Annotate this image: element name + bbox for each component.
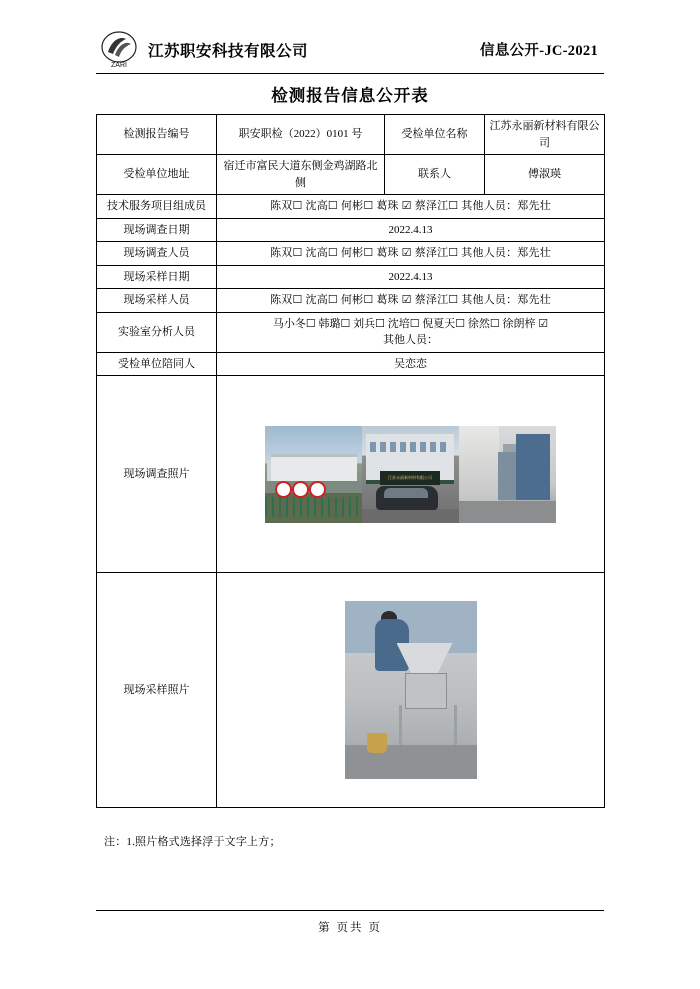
sampling-person-value: 陈双☐ 沈高☐ 何彬☐ 葛珠 ☑ 蔡泽江☐ 其他人员：郑先壮 <box>217 289 605 313</box>
report-no-value: 职安职检（2022）0101 号 <box>217 115 385 155</box>
company-logo-icon <box>96 30 142 70</box>
table-row <box>97 312 605 352</box>
lab-label: 实验室分析人员 <box>97 312 217 352</box>
info-table <box>96 114 605 808</box>
survey-person-value: 陈双☐ 沈高☐ 何彬☐ 葛珠 ☑ 蔡泽江☐ 其他人员：郑先壮 <box>217 242 605 266</box>
survey-date-label: 现场调查日期 <box>97 218 217 242</box>
survey-person-label: 现场调查人员 <box>97 242 217 266</box>
sampling-photo-label: 现场采样照片 <box>97 573 217 808</box>
table-row <box>97 218 605 242</box>
table-row <box>97 352 605 376</box>
sampling-photo-wrap <box>221 601 600 779</box>
lab-value-line1: 马小冬☐ 韩璐☐ 刘兵☐ 沈培☐ 倪夏天☐ 徐然☐ 徐朗梓 ☑ <box>272 317 549 330</box>
survey-photo-cell <box>217 376 605 573</box>
page-header <box>96 26 604 74</box>
svg-text:ZARI: ZARI <box>111 61 127 69</box>
client-addr-label: 受检单位地址 <box>97 155 217 195</box>
client-name-label: 受检单位名称 <box>385 115 485 155</box>
table-row <box>97 115 605 155</box>
page-title: 检测报告信息公开表 <box>271 86 429 105</box>
document-code: 信息公开-JC-2021 <box>480 43 598 59</box>
team-value: 陈双☐ 沈高☐ 何彬☐ 葛珠 ☑ 蔡泽江☐ 其他人员：郑先壮 <box>217 195 605 219</box>
escort-value: 吴恋恋 <box>217 352 605 376</box>
office-building-photo <box>362 426 459 523</box>
client-name-value: 江苏永丽新材料有限公司 <box>485 115 605 155</box>
escort-label: 受检单位陪同人 <box>97 352 217 376</box>
table-row-survey-photos <box>97 376 605 573</box>
sampling-person-label: 现场采样人员 <box>97 289 217 313</box>
sampling-photo-cell <box>217 573 605 808</box>
table-row <box>97 242 605 266</box>
survey-photo-label: 现场调查照片 <box>97 376 217 573</box>
company-name: 江苏职安科技有限公司 <box>148 42 309 60</box>
survey-date-value: 2022.4.13 <box>217 218 605 242</box>
table-row <box>97 195 605 219</box>
client-addr-value: 宿迁市富民大道东侧金鸡湖路北侧 <box>217 155 385 195</box>
lab-value-line2: 其他人员： <box>383 334 438 346</box>
contact-label: 联系人 <box>385 155 485 195</box>
page-footer: 第 页共 页 <box>96 910 604 935</box>
sampling-date-label: 现场采样日期 <box>97 265 217 289</box>
team-label: 技术服务项目组成员 <box>97 195 217 219</box>
header-left <box>96 30 308 70</box>
workshop-interior-photo <box>459 426 556 523</box>
lab-value <box>217 312 605 352</box>
footnote: 注：1.照片格式选择浮于文字上方； <box>104 836 281 848</box>
survey-photo-strip <box>221 426 600 523</box>
sampling-operation-photo <box>345 601 477 779</box>
table-row <box>97 155 605 195</box>
report-no-label: 检测报告编号 <box>97 115 217 155</box>
factory-entrance-photo <box>265 426 362 523</box>
contact-value: 傅淑瑛 <box>485 155 605 195</box>
table-row <box>97 289 605 313</box>
building-banner-text: 江苏永丽新材料有限公司 <box>380 471 440 485</box>
sampling-date-value: 2022.4.13 <box>217 265 605 289</box>
table-row <box>97 265 605 289</box>
table-row-sampling-photo <box>97 573 605 808</box>
